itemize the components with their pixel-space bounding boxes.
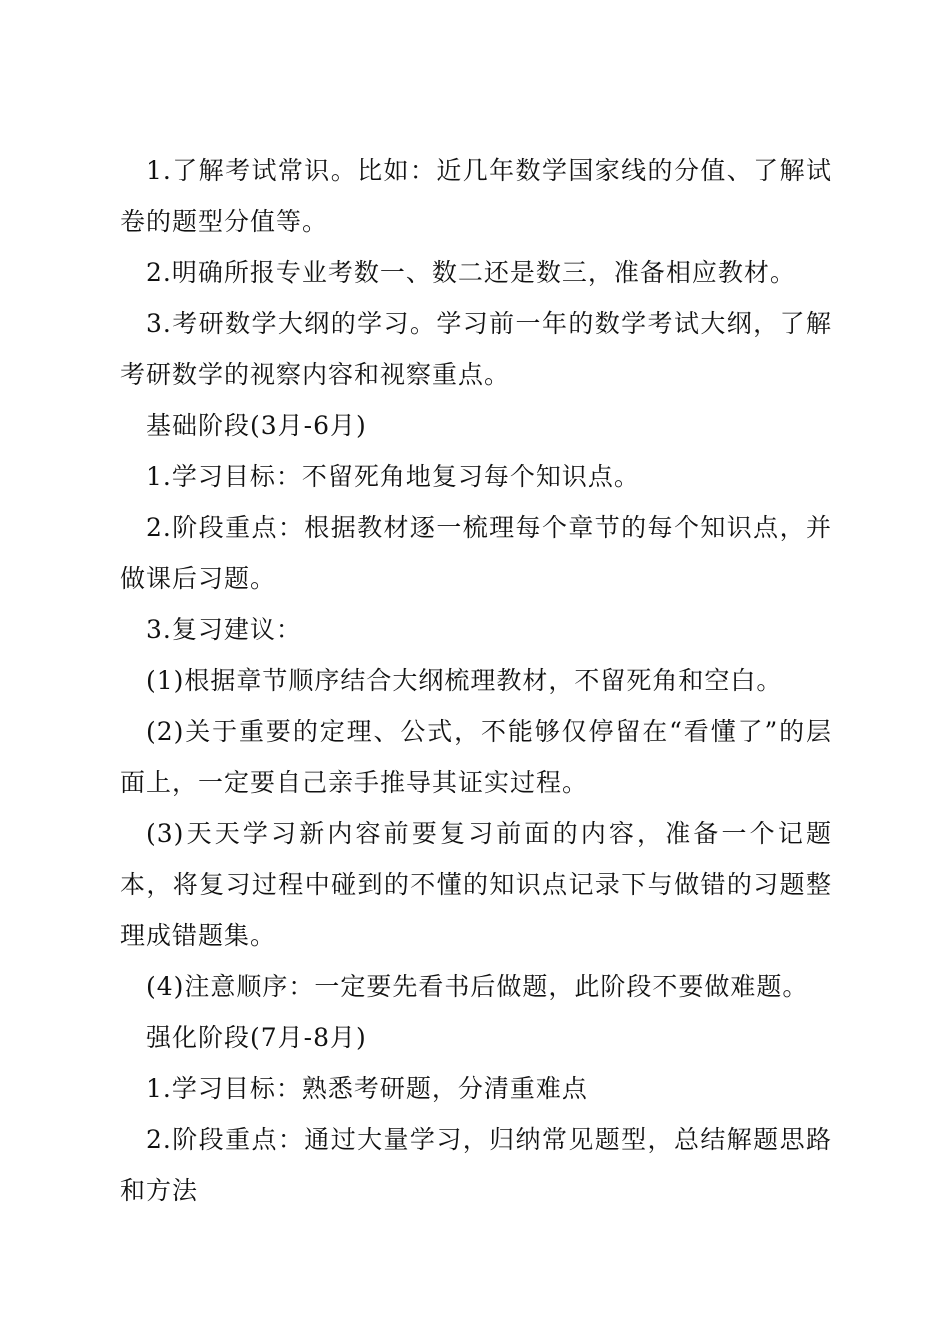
paragraph-advice-3: (3)天天学习新内容前要复习前面的内容，准备一个记题本，将复习过程中碰到的不懂的知识点记录下与做错的习题整理成错题集。: [120, 819, 832, 950]
section-heading-basic-stage: 基础阶段(3月-6月): [146, 411, 367, 440]
paragraph-advice-4: (4)注意顺序：一定要先看书后做题，此阶段不要做难题。: [146, 972, 809, 1001]
paragraph-intensive-focus: 2.阶段重点：通过大量学习，归纳常见题型，总结解题思路和方法: [120, 1125, 832, 1205]
paragraph-review-advice: 3.复习建议：: [146, 615, 302, 644]
section-heading-intensive-stage: 强化阶段(7月-8月): [146, 1023, 367, 1052]
document-body: [120, 145, 832, 1216]
paragraph-advice-2: (2)关于重要的定理、公式，不能够仅停留在“看懂了”的层面上，一定要自己亲手推导其证实过程。: [120, 717, 832, 797]
paragraph-math-type: 2.明确所报专业考数一、数二还是数三，准备相应教材。: [146, 258, 796, 287]
paragraph-syllabus: 3.考研数学大纲的学习。学习前一年的数学考试大纲，了解考研数学的视察内容和视察重点。: [120, 309, 832, 389]
paragraph-intensive-goal: 1.学习目标：熟悉考研题，分清重难点: [146, 1074, 588, 1103]
paragraph-exam-knowledge: 1.了解考试常识。比如：近几年数学国家线的分值、了解试卷的题型分值等。: [120, 156, 832, 236]
paragraph-basic-goal: 1.学习目标：不留死角地复习每个知识点。: [146, 462, 640, 491]
paragraph-basic-focus: 2.阶段重点：根据教材逐一梳理每个章节的每个知识点，并做课后习题。: [120, 513, 832, 593]
paragraph-advice-1: (1)根据章节顺序结合大纲梳理教材，不留死角和空白。: [146, 666, 783, 695]
